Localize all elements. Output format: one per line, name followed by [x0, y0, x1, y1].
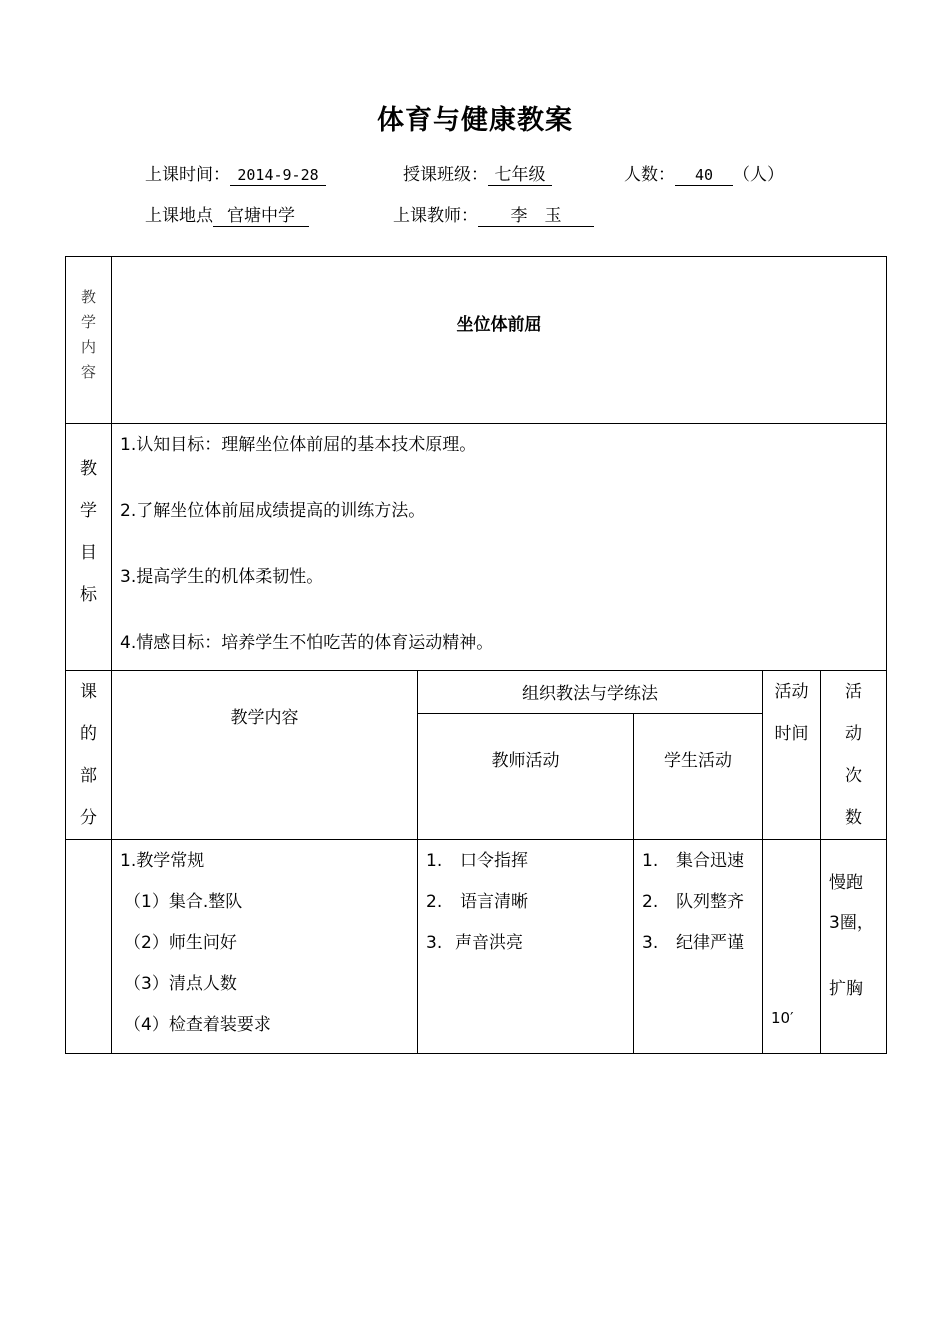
- student-activity-item: 2. 队列整齐: [642, 892, 744, 912]
- student-activity-header: 学生活动: [634, 713, 763, 839]
- time-header-line: 活动: [774, 682, 809, 702]
- count-header: [821, 671, 887, 840]
- class-value: 七年级: [488, 165, 552, 186]
- routine-item: （2）师生问好: [124, 933, 237, 953]
- goals-label-char: 学: [80, 501, 97, 521]
- content-header: 教学内容: [112, 671, 418, 840]
- count-value: 40: [675, 165, 733, 186]
- goals-label-cell: [66, 424, 112, 671]
- count-line: 慢跑: [829, 873, 863, 893]
- content-label-char: 教: [80, 288, 96, 306]
- student-activity-item: 3. 纪律严谨: [642, 933, 744, 953]
- part-label-cell: [66, 671, 112, 840]
- part-label-char: 分: [80, 808, 97, 828]
- teacher-activity-header: 教师活动: [418, 713, 634, 839]
- meta-teacher: [393, 201, 594, 227]
- teacher-value: 李 玉: [478, 206, 594, 227]
- count-header-char: 次: [845, 766, 863, 786]
- header-row-1: [66, 671, 887, 714]
- teacher-activity-item: 2. 语言清晰: [426, 892, 528, 912]
- method-header: 组织教法与学练法: [418, 671, 763, 714]
- count-header-char: 数: [845, 808, 863, 828]
- count-line: 扩胸: [829, 979, 863, 999]
- student-activity: [634, 840, 763, 1054]
- goal-item: 3.提高学生的机体柔韧性。: [120, 567, 324, 587]
- lesson-plan-table: [65, 256, 887, 1054]
- time-header-line: 时间: [774, 724, 809, 744]
- activity-time-cell: [763, 840, 821, 1054]
- teacher-activity-item: 1. 口令指挥: [426, 851, 528, 871]
- goal-item: 4.情感目标：培养学生不怕吃苦的体育运动精神。: [120, 633, 494, 653]
- routine-content: [112, 840, 418, 1054]
- meta-count: [624, 160, 784, 186]
- content-label-char: 学: [80, 313, 96, 331]
- teacher-activity-item: 3. 声音洪亮: [426, 933, 523, 953]
- activity-count: [821, 840, 887, 1054]
- student-activity-item: 1. 集合迅速: [642, 851, 744, 871]
- routine-item: （4）检查着装要求: [124, 1015, 271, 1035]
- content-label-char: 容: [80, 363, 96, 381]
- routine-item: （1）集合.整队: [124, 892, 243, 912]
- goals-label-char: 目: [80, 543, 97, 563]
- place-value: 官塘中学: [213, 206, 309, 227]
- time-header: [763, 671, 821, 840]
- routine-item: （3）清点人数: [124, 974, 237, 994]
- routine-row: [66, 840, 887, 1054]
- count-line: 3圈，: [829, 913, 874, 933]
- time-value: 2014-9-28: [230, 165, 326, 186]
- goals-row: [66, 424, 887, 671]
- count-header-char: 活: [845, 682, 863, 702]
- routine-item: 1.教学常规: [120, 851, 205, 871]
- activity-time: 10′: [771, 1009, 794, 1027]
- meta-class: [403, 160, 552, 186]
- meta-time: [145, 160, 326, 186]
- content-label-char: 内: [80, 338, 96, 356]
- part-cell: [66, 840, 112, 1054]
- goals-label-char: 教: [80, 459, 97, 479]
- count-unit: （人）: [733, 165, 784, 185]
- content-label-cell: [66, 257, 112, 424]
- place-label: 上课地点: [145, 206, 213, 226]
- part-label-char: 部: [80, 766, 97, 786]
- page-title: 体育与健康教案: [377, 105, 573, 136]
- goal-item: 2.了解坐位体前屈成绩提高的训练方法。: [120, 501, 426, 521]
- teacher-label: 上课教师：: [393, 206, 478, 226]
- part-label-char: 的: [80, 724, 97, 744]
- count-label: 人数：: [624, 165, 675, 185]
- goal-item: 1.认知目标：理解坐位体前屈的基本技术原理。: [120, 435, 477, 455]
- lesson-topic: 坐位体前屈: [112, 257, 887, 424]
- teacher-activity: [418, 840, 634, 1054]
- time-label: 上课时间：: [145, 165, 230, 185]
- goals-label-char: 标: [80, 585, 97, 605]
- meta-place: [145, 201, 309, 227]
- count-header-char: 动: [845, 724, 863, 744]
- goals-list: [112, 424, 887, 671]
- part-label-char: 课: [80, 682, 97, 702]
- content-row: [66, 257, 887, 424]
- class-label: 授课班级：: [403, 165, 488, 185]
